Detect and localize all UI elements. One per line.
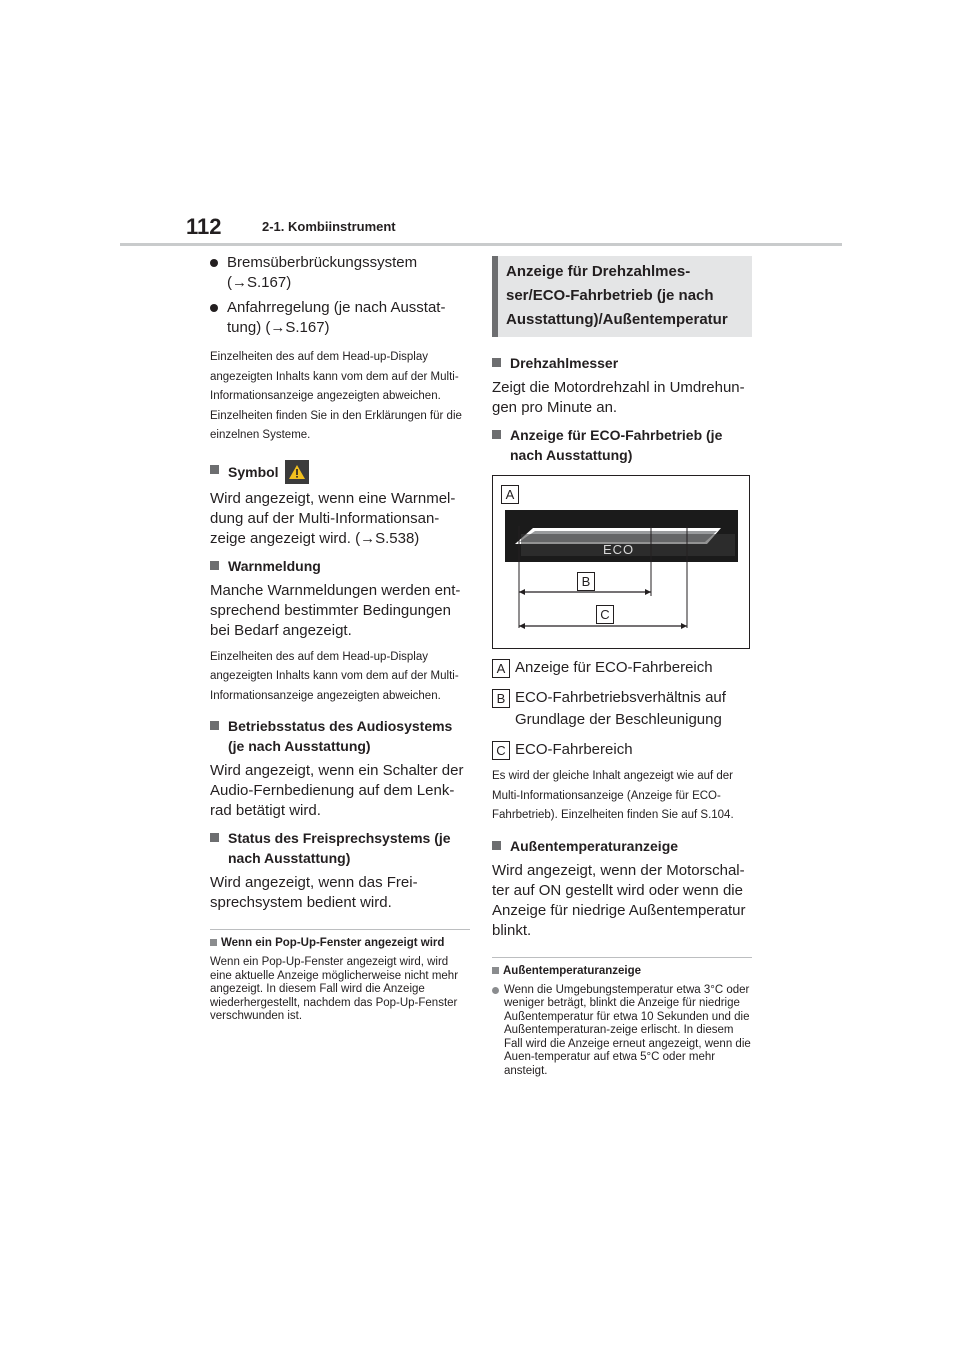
right-column xyxy=(492,256,752,1078)
legend-text-b: ECO-Fahrbetriebsverhältnis auf Grundlage der Beschleunigung xyxy=(515,689,726,728)
eco-display-text: ECO xyxy=(603,542,635,557)
warn-heading: Warnmeldung xyxy=(210,556,470,576)
figure-label-a: A xyxy=(501,485,519,504)
tacho-heading: Drehzahlmesser xyxy=(492,353,752,373)
hud-note-1: Einzelheiten des auf dem Head-up-Display angezeigten Inhalts kann vom dem auf der Multi-Informationsanzeige angezeigten abweichen. Einzelheiten finden Sie in den Erklärungen für die einzelnen Systeme. xyxy=(210,351,462,441)
temp-note-heading: Außentemperaturanzeige xyxy=(492,964,752,978)
bullet-start-control: Anfahrregelung (je nach Ausstat-tung) (→S.167) xyxy=(210,298,470,338)
temp-text: Wird angezeigt, wenn der Motorschal-ter auf ON gestellt wird oder wenn die Anzeige für niedrige Außentemperatur blinkt. xyxy=(492,861,746,939)
symbol-heading xyxy=(210,460,470,484)
legend-item-b xyxy=(492,687,752,731)
phone-text: Wird angezeigt, wenn das Frei-sprechsystem bedient wird. xyxy=(210,874,418,911)
page-number: 112 xyxy=(186,214,222,239)
warn-text: Manche Warnmeldungen werden ent-sprechend bestimmter Bedingungen bei Bedarf angezeigt. xyxy=(210,581,461,639)
popup-note-heading: Wenn ein Pop-Up-Fenster angezeigt wird xyxy=(210,936,470,950)
popup-note-text: Wenn ein Pop-Up-Fenster angezeigt wird, wird eine aktuelle Anzeige möglicherweise nicht mehr angezeigt. In diesem Fall wird die Anzeige wiederhergestellt, nachdem das Pop-Up-Fenster verschwunden ist. xyxy=(210,956,459,1022)
eco-note: Es wird der gleiche Inhalt angezeigt wie auf der Multi-Informationsanzeige (Anzeige für ECO-Fahrbetrieb). Einzelheiten finden Sie auf S.104. xyxy=(492,770,734,821)
warning-triangle-icon xyxy=(285,460,309,484)
bullet-brake-override: Bremsüberbrückungssystem (→S.167) xyxy=(210,253,470,293)
audio-text: Wird angezeigt, wenn ein Schalter der Audio-Fernbedienung auf dem Lenk-rad betätigt wird. xyxy=(210,762,464,819)
symbol-heading-label: Symbol xyxy=(228,463,279,480)
legend-item-c xyxy=(492,739,752,761)
legend-text-c: ECO-Fahrbereich xyxy=(515,741,633,758)
header-rule xyxy=(120,243,842,246)
eco-heading: Anzeige für ECO-Fahrbetrieb (je nach Ausstattung) xyxy=(492,425,752,465)
note-divider xyxy=(210,929,470,930)
legend-key-a: A xyxy=(492,659,510,678)
hud-note-2: Einzelheiten des auf dem Head-up-Display angezeigten Inhalts kann vom dem auf der Multi-Informationsanzeige angezeigten abweichen. xyxy=(210,650,459,702)
audio-heading: Betriebsstatus des Audiosystems (je nach Ausstattung) xyxy=(210,716,470,756)
symbol-text: Wird angezeigt, wenn eine Warnmel-dung auf der Multi-Informationsan-zeige angezeigt wird. (→S.538) xyxy=(210,489,456,547)
legend-key-c: C xyxy=(492,741,510,760)
figure-label-c: C xyxy=(596,605,614,624)
legend-key-b: B xyxy=(492,689,510,708)
temp-heading: Außentemperaturanzeige xyxy=(492,836,752,856)
tacho-text: Zeigt die Motordrehzahl in Umdrehun-gen pro Minute an. xyxy=(492,379,745,416)
phone-heading: Status des Freisprechsystems (je nach Ausstattung) xyxy=(210,828,470,868)
legend-item-a xyxy=(492,657,752,679)
left-column xyxy=(210,253,470,1024)
section-box-title: Anzeige für Drehzahlmes-ser/ECO-Fahrbetrieb (je nach Ausstattung)/Außentemperatur xyxy=(492,256,752,337)
note-divider-right xyxy=(492,957,752,958)
figure-label-b: B xyxy=(577,572,595,591)
temp-note-text: Wenn die Umgebungstemperatur etwa 3°C oder weniger beträgt, blinkt die Anzeige für niedrige Außentemperatur für etwa 10 Sekunden und die Außentemperaturan-zeige erlischt. In diesem Fall wird die Anzeige erneut angezeigt, wenn die Auen-temperatur auf etwa 5°C oder mehr ansteigt. xyxy=(492,984,752,1079)
section-title: 2-1. Kombiinstrument xyxy=(262,219,396,234)
legend-text-a: Anzeige für ECO-Fahrbereich xyxy=(515,659,713,676)
eco-indicator-figure xyxy=(492,475,750,649)
